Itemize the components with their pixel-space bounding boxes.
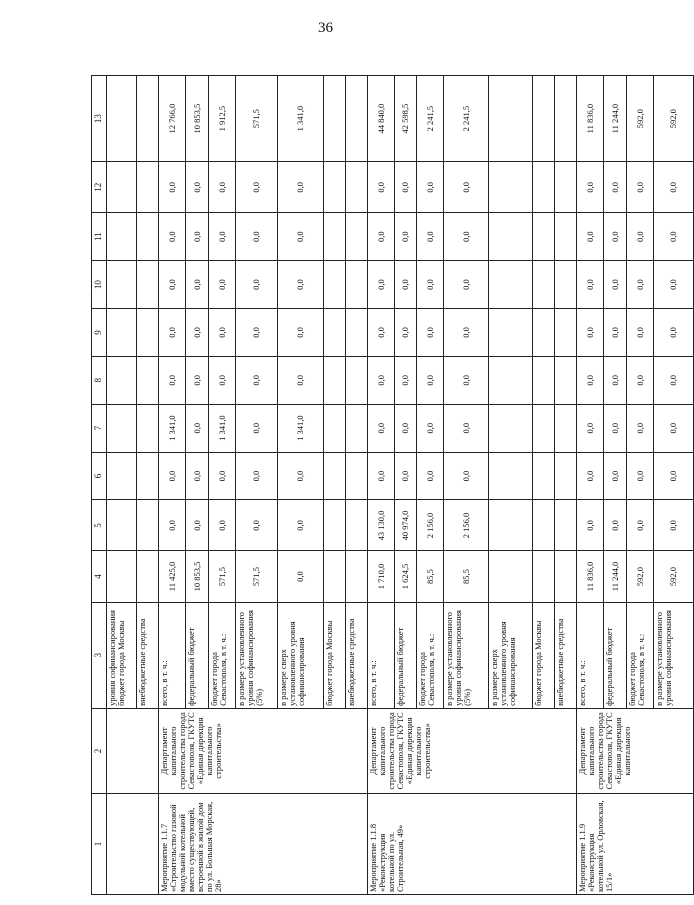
year-value-cell [137, 356, 159, 404]
year-value-cell [489, 261, 533, 309]
year-value-cell [489, 213, 533, 261]
year-value-cell [489, 404, 533, 452]
year-value-cell [346, 309, 368, 357]
header-row [92, 76, 107, 895]
year-value-cell: 0,0 [395, 404, 417, 452]
table-row [368, 76, 395, 895]
year-value-cell: 0,0 [236, 162, 278, 213]
year-value-cell: 0,0 [604, 356, 627, 404]
year-value-cell: 0,0 [654, 500, 694, 551]
measure-name-cell [107, 793, 159, 894]
year-value-cell [107, 261, 137, 309]
year-value-cell [107, 404, 137, 452]
year-value-cell: 0,0 [186, 213, 209, 261]
total-value-cell: 11 244,0 [604, 76, 627, 162]
year-value-cell: 0,0 [236, 500, 278, 551]
year-value-cell: 0,0 [577, 500, 604, 551]
year-value-cell: 0,0 [444, 261, 489, 309]
measure-name-cell: Мероприятие 1.1.8 «Реконструкция котельной по ул. Строительная, 49» [368, 793, 577, 894]
year-value-cell: 10 853,5 [186, 551, 209, 602]
year-value-cell: 0,0 [236, 213, 278, 261]
year-value-cell: 11 244,0 [604, 551, 627, 602]
year-value-cell [137, 261, 159, 309]
year-value-cell [107, 162, 137, 213]
column-number-header: 9 [92, 309, 107, 357]
total-value-cell: 592,0 [654, 76, 694, 162]
year-value-cell: 11 836,0 [577, 551, 604, 602]
year-value-cell: 0,0 [604, 261, 627, 309]
year-value-cell [324, 500, 346, 551]
year-value-cell [324, 261, 346, 309]
year-value-cell: 0,0 [577, 309, 604, 357]
year-value-cell: 0,0 [278, 356, 324, 404]
year-value-cell [107, 356, 137, 404]
year-value-cell: 0,0 [395, 261, 417, 309]
year-value-cell: 0,0 [209, 261, 236, 309]
year-value-cell: 11 425,0 [159, 551, 186, 602]
year-value-cell: 1 341,0 [209, 404, 236, 452]
funding-source-cell: бюджет города Севастополя, в т. ч.: [209, 602, 236, 708]
year-value-cell: 592,0 [627, 551, 654, 602]
year-value-cell [107, 551, 137, 602]
year-value-cell: 0,0 [577, 162, 604, 213]
year-value-cell: 0,0 [654, 356, 694, 404]
year-value-cell: 0,0 [395, 452, 417, 500]
funding-source-cell: бюджет города Москвы [533, 602, 555, 708]
total-value-cell: 592,0 [627, 76, 654, 162]
year-value-cell [533, 404, 555, 452]
year-value-cell [137, 452, 159, 500]
year-value-cell [107, 452, 137, 500]
year-value-cell [555, 500, 577, 551]
year-value-cell [489, 356, 533, 404]
year-value-cell: 0,0 [444, 309, 489, 357]
table-body [92, 76, 694, 895]
year-value-cell: 0,0 [236, 309, 278, 357]
total-value-cell [137, 76, 159, 162]
year-value-cell: 0,0 [209, 500, 236, 551]
column-number-header: 11 [92, 213, 107, 261]
year-value-cell: 0,0 [236, 261, 278, 309]
year-value-cell [137, 404, 159, 452]
funding-source-cell: в размере сверх установленного уровня софинансирования [489, 602, 533, 708]
year-value-cell: 0,0 [186, 356, 209, 404]
year-value-cell: 0,0 [627, 213, 654, 261]
year-value-cell: 0,0 [444, 356, 489, 404]
funding-source-cell: всего, в т. ч.: [159, 602, 186, 708]
year-value-cell: 0,0 [604, 404, 627, 452]
year-value-cell [107, 500, 137, 551]
year-value-cell: 0,0 [186, 261, 209, 309]
year-value-cell [555, 452, 577, 500]
executor-cell [107, 708, 159, 793]
column-number-header: 2 [92, 708, 107, 793]
table-row [107, 76, 137, 895]
year-value-cell [533, 452, 555, 500]
measure-name-cell: Мероприятие 1.1.7 «Строительство газовой модульной котельной вместо существующей, встроенной в жилой дом по ул. Большая Морская, 28» [159, 793, 368, 894]
year-value-cell [324, 356, 346, 404]
year-value-cell: 0,0 [627, 261, 654, 309]
year-value-cell [489, 162, 533, 213]
year-value-cell: 0,0 [627, 452, 654, 500]
year-value-cell: 0,0 [577, 213, 604, 261]
year-value-cell: 0,0 [278, 551, 324, 602]
year-value-cell: 0,0 [604, 162, 627, 213]
year-value-cell [555, 309, 577, 357]
year-value-cell: 0,0 [236, 356, 278, 404]
year-value-cell [533, 261, 555, 309]
year-value-cell: 0,0 [209, 452, 236, 500]
year-value-cell: 0,0 [159, 162, 186, 213]
year-value-cell: 40 974,0 [395, 500, 417, 551]
funding-source-cell: в размере установленного уровня софинансирования (5%) [444, 602, 489, 708]
year-value-cell [555, 404, 577, 452]
year-value-cell: 0,0 [159, 261, 186, 309]
year-value-cell [346, 404, 368, 452]
table-row [577, 76, 604, 895]
year-value-cell: 0,0 [654, 261, 694, 309]
funding-source-cell: внебюджетные средства [137, 602, 159, 708]
measure-name-cell: Мероприятие 1.1.9 «Реконструкция котельной ул. Орловская, 15/1» [577, 793, 694, 894]
column-number-header: 3 [92, 602, 107, 708]
funding-source-cell: федеральный бюджет [186, 602, 209, 708]
year-value-cell: 0,0 [604, 309, 627, 357]
year-value-cell: 0,0 [209, 309, 236, 357]
year-value-cell: 0,0 [444, 404, 489, 452]
year-value-cell [489, 309, 533, 357]
year-value-cell: 0,0 [159, 213, 186, 261]
column-number-header: 13 [92, 76, 107, 162]
executor-cell: Департамент капитального строительства города Севастополя, ГКУТС «Единая дирекция капитального [577, 708, 694, 793]
column-number-header: 4 [92, 551, 107, 602]
year-value-cell: 0,0 [627, 500, 654, 551]
column-number-header: 8 [92, 356, 107, 404]
year-value-cell [533, 356, 555, 404]
year-value-cell: 0,0 [417, 404, 444, 452]
year-value-cell [324, 309, 346, 357]
total-value-cell [346, 76, 368, 162]
year-value-cell: 0,0 [278, 500, 324, 551]
year-value-cell: 0,0 [654, 213, 694, 261]
year-value-cell: 0,0 [604, 452, 627, 500]
total-value-cell: 10 853,5 [186, 76, 209, 162]
year-value-cell: 0,0 [368, 452, 395, 500]
rotated-table-container [91, 75, 679, 895]
year-value-cell: 0,0 [186, 452, 209, 500]
year-value-cell: 85,5 [417, 551, 444, 602]
funding-source-cell: внебюджетные средства [346, 602, 368, 708]
year-value-cell: 43 130,0 [368, 500, 395, 551]
year-value-cell: 0,0 [604, 500, 627, 551]
budget-table [91, 75, 694, 895]
year-value-cell: 0,0 [395, 162, 417, 213]
year-value-cell [555, 261, 577, 309]
year-value-cell: 0,0 [278, 309, 324, 357]
year-value-cell: 0,0 [577, 452, 604, 500]
year-value-cell: 0,0 [236, 404, 278, 452]
funding-source-cell: всего, в т. ч.: [368, 602, 395, 708]
year-value-cell [137, 551, 159, 602]
year-value-cell [324, 404, 346, 452]
funding-source-cell: в размере установленного уровня софинансирования (5%) [236, 602, 278, 708]
year-value-cell: 0,0 [654, 452, 694, 500]
executor-cell: Департамент капитального строительства города Севастополя, ГКУТС «Единая дирекция капитального строительства» [368, 708, 577, 793]
year-value-cell: 0,0 [577, 356, 604, 404]
year-value-cell: 0,0 [159, 500, 186, 551]
year-value-cell [137, 213, 159, 261]
funding-source-cell: в размере сверх установленного уровня софинансирования [278, 602, 324, 708]
year-value-cell: 0,0 [278, 213, 324, 261]
year-value-cell: 1 624,5 [395, 551, 417, 602]
year-value-cell [107, 309, 137, 357]
year-value-cell: 571,5 [236, 551, 278, 602]
year-value-cell [324, 213, 346, 261]
column-number-header: 1 [92, 793, 107, 894]
year-value-cell: 0,0 [417, 309, 444, 357]
year-value-cell: 0,0 [278, 452, 324, 500]
year-value-cell: 592,0 [654, 551, 694, 602]
year-value-cell: 0,0 [186, 404, 209, 452]
year-value-cell [489, 452, 533, 500]
year-value-cell: 0,0 [368, 404, 395, 452]
year-value-cell: 0,0 [417, 261, 444, 309]
year-value-cell [555, 551, 577, 602]
year-value-cell [324, 162, 346, 213]
year-value-cell [346, 452, 368, 500]
funding-source-cell: уровня софинансирования бюджет города Москвы [107, 602, 137, 708]
year-value-cell: 0,0 [159, 452, 186, 500]
year-value-cell: 0,0 [577, 261, 604, 309]
page-number: 36 [318, 20, 333, 36]
total-value-cell: 44 840,0 [368, 76, 395, 162]
year-value-cell [346, 162, 368, 213]
year-value-cell: 2 156,0 [417, 500, 444, 551]
column-number-header: 7 [92, 404, 107, 452]
funding-source-cell: бюджет города Москвы [324, 602, 346, 708]
year-value-cell: 0,0 [627, 309, 654, 357]
year-value-cell: 0,0 [209, 162, 236, 213]
year-value-cell: 0,0 [604, 213, 627, 261]
total-value-cell [555, 76, 577, 162]
column-number-header: 5 [92, 500, 107, 551]
year-value-cell: 1 341,0 [159, 404, 186, 452]
year-value-cell: 0,0 [627, 162, 654, 213]
year-value-cell: 0,0 [368, 309, 395, 357]
funding-source-cell: бюджет города Севастополя, в т. ч.: [417, 602, 444, 708]
funding-source-cell: федеральный бюджет [395, 602, 417, 708]
funding-source-cell: внебюджетные средства [555, 602, 577, 708]
year-value-cell: 0,0 [417, 356, 444, 404]
year-value-cell: 0,0 [395, 356, 417, 404]
total-value-cell: 11 836,0 [577, 76, 604, 162]
year-value-cell: 0,0 [209, 356, 236, 404]
year-value-cell: 0,0 [159, 309, 186, 357]
year-value-cell: 0,0 [417, 213, 444, 261]
year-value-cell: 0,0 [654, 162, 694, 213]
year-value-cell: 0,0 [278, 162, 324, 213]
year-value-cell [107, 213, 137, 261]
year-value-cell: 0,0 [368, 162, 395, 213]
year-value-cell [346, 356, 368, 404]
year-value-cell: 85,5 [444, 551, 489, 602]
year-value-cell [533, 500, 555, 551]
year-value-cell: 0,0 [186, 500, 209, 551]
column-number-header: 10 [92, 261, 107, 309]
funding-source-cell: федеральный бюджет [604, 602, 627, 708]
total-value-cell [107, 76, 137, 162]
year-value-cell [489, 551, 533, 602]
year-value-cell [346, 213, 368, 261]
column-number-header: 6 [92, 452, 107, 500]
year-value-cell: 0,0 [368, 356, 395, 404]
year-value-cell: 0,0 [444, 452, 489, 500]
year-value-cell [555, 356, 577, 404]
year-value-cell: 0,0 [654, 404, 694, 452]
year-value-cell: 0,0 [627, 404, 654, 452]
total-value-cell: 1 912,5 [209, 76, 236, 162]
column-number-header: 12 [92, 162, 107, 213]
year-value-cell: 0,0 [627, 356, 654, 404]
year-value-cell [555, 162, 577, 213]
year-value-cell: 0,0 [395, 213, 417, 261]
year-value-cell: 0,0 [368, 261, 395, 309]
year-value-cell: 0,0 [368, 213, 395, 261]
year-value-cell [555, 213, 577, 261]
total-value-cell [324, 76, 346, 162]
year-value-cell: 0,0 [395, 309, 417, 357]
year-value-cell: 0,0 [209, 213, 236, 261]
year-value-cell: 0,0 [236, 452, 278, 500]
year-value-cell: 0,0 [159, 356, 186, 404]
total-value-cell: 12 766,0 [159, 76, 186, 162]
total-value-cell: 1 341,0 [278, 76, 324, 162]
total-value-cell: 42 598,5 [395, 76, 417, 162]
year-value-cell [346, 261, 368, 309]
year-value-cell [489, 500, 533, 551]
year-value-cell: 0,0 [278, 261, 324, 309]
year-value-cell [137, 162, 159, 213]
year-value-cell [533, 162, 555, 213]
year-value-cell: 571,5 [209, 551, 236, 602]
year-value-cell: 0,0 [577, 404, 604, 452]
year-value-cell: 0,0 [654, 309, 694, 357]
year-value-cell: 0,0 [444, 162, 489, 213]
year-value-cell [533, 213, 555, 261]
year-value-cell [137, 309, 159, 357]
year-value-cell [324, 551, 346, 602]
year-value-cell: 0,0 [186, 309, 209, 357]
year-value-cell: 2 156,0 [444, 500, 489, 551]
total-value-cell: 571,5 [236, 76, 278, 162]
year-value-cell: 0,0 [417, 452, 444, 500]
year-value-cell: 1 341,0 [278, 404, 324, 452]
table-row [159, 76, 186, 895]
funding-source-cell: в размере установленного уровня софинансирования [654, 602, 694, 708]
year-value-cell [346, 551, 368, 602]
funding-source-cell: бюджет города Севастополя, в т. ч.: [627, 602, 654, 708]
year-value-cell: 0,0 [417, 162, 444, 213]
executor-cell: Департамент капитального строительства города Севастополя, ГКУТС «Единая дирекция капитального строительства» [159, 708, 368, 793]
total-value-cell [533, 76, 555, 162]
year-value-cell [533, 309, 555, 357]
year-value-cell [533, 551, 555, 602]
year-value-cell: 0,0 [444, 213, 489, 261]
year-value-cell: 0,0 [186, 162, 209, 213]
total-value-cell: 2 241,5 [417, 76, 444, 162]
year-value-cell [346, 500, 368, 551]
total-value-cell: 2 241,5 [444, 76, 489, 162]
year-value-cell: 1 710,0 [368, 551, 395, 602]
total-value-cell [489, 76, 533, 162]
year-value-cell [324, 452, 346, 500]
funding-source-cell: всего, в т. ч.: [577, 602, 604, 708]
year-value-cell [137, 500, 159, 551]
